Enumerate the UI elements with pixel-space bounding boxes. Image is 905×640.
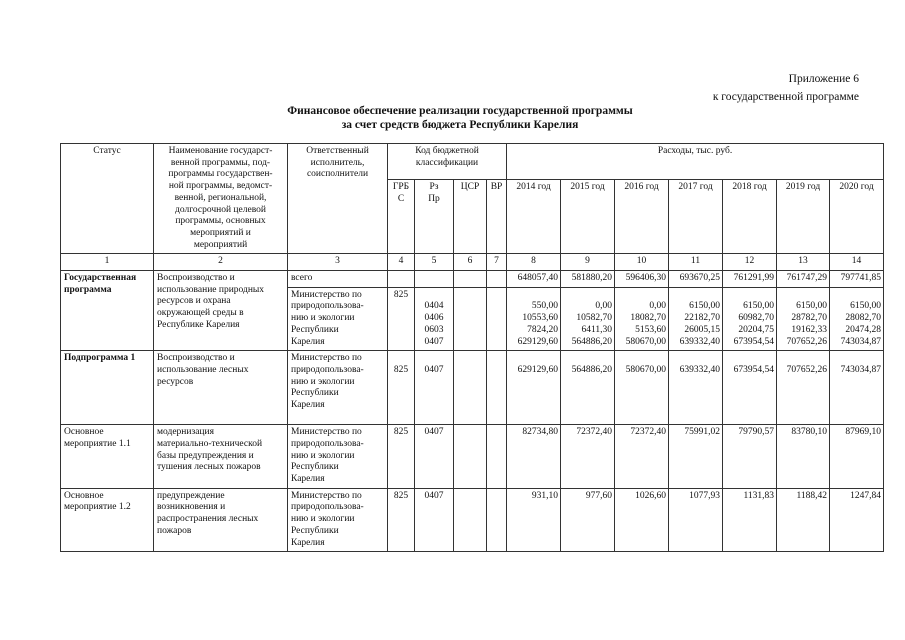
row-value: 580670,00	[615, 351, 669, 425]
header-year: 2016 год	[615, 180, 669, 254]
appendix-note	[713, 70, 859, 106]
table-row-state-program-total	[61, 271, 884, 288]
row-value: 1026,60	[615, 488, 669, 552]
row-value: 1077,93	[669, 488, 723, 552]
header-executor: Ответственный исполнитель, соисполнители	[288, 144, 388, 254]
row-rzpr: 0407	[415, 351, 454, 425]
column-number: 2	[154, 254, 288, 271]
row-value: 743034,87	[830, 351, 884, 425]
row-grbs: 825	[388, 287, 415, 351]
row-total-value: 761747,29	[777, 271, 830, 288]
row-csr	[454, 287, 487, 351]
header-year: 2019 год	[777, 180, 830, 254]
row-value: 1247,84	[830, 488, 884, 552]
column-number: 9	[561, 254, 615, 271]
row-total-value: 581880,20	[561, 271, 615, 288]
row-value: 931,10	[507, 488, 561, 552]
row-rzpr: 0404 0406 0603 0407	[415, 287, 454, 351]
row-vr	[487, 287, 507, 351]
column-number: 6	[454, 254, 487, 271]
header-vr: ВР	[487, 180, 507, 254]
row-value: 977,60	[561, 488, 615, 552]
row-rzpr-empty	[415, 271, 454, 288]
row-value: 82734,80	[507, 425, 561, 489]
title-line-1: Финансовое обеспечение реализации государственной программы	[287, 105, 633, 117]
row-value: 87969,10	[830, 425, 884, 489]
column-number: 11	[669, 254, 723, 271]
table-row-activity-1-1	[61, 425, 884, 489]
row-csr	[454, 425, 487, 489]
row-total-value: 693670,25	[669, 271, 723, 288]
header-name: Наименование государст- венной программы, под- программы государствен- ной программы, ведомст- венной, региональной, долгосрочной целевой программы, основных мероприятий и мероприятий	[154, 144, 288, 254]
row-value: 6150,00 60982,70 20204,75 673954,54	[723, 287, 777, 351]
row-total-label: всего	[288, 271, 388, 288]
row-status: Основное мероприятие 1.1	[61, 425, 154, 489]
column-number: 13	[777, 254, 830, 271]
header-status: Статус	[61, 144, 154, 254]
row-value: 673954,54	[723, 351, 777, 425]
row-name: модернизация материально-технической базы предупреждения и тушения лесных пожаров	[154, 425, 288, 489]
row-executor: Министерство по природопользова- нию и экологии Республики Карелия	[288, 425, 388, 489]
row-vr	[487, 488, 507, 552]
row-status: Подпрограмма 1	[61, 351, 154, 425]
title-line-2: за счет средств бюджета Республики Карелия	[341, 119, 579, 131]
column-number: 8	[507, 254, 561, 271]
financing-table	[60, 143, 884, 552]
appendix-line-2: к государственной программе	[712, 91, 859, 103]
row-value: 6150,00 22182,70 26005,15 639332,40	[669, 287, 723, 351]
row-value: 639332,40	[669, 351, 723, 425]
row-value: 6150,00 28082,70 20474,28 743034,87	[830, 287, 884, 351]
row-status: Основное мероприятие 1.2	[61, 488, 154, 552]
table-row-activity-1-2	[61, 488, 884, 552]
row-executor: Министерство по природопользова- нию и экологии Республики Карелия	[288, 351, 388, 425]
row-total-value: 797741,85	[830, 271, 884, 288]
row-executor: Министерство по природопользова- нию и экологии Республики Карелия	[288, 488, 388, 552]
row-csr-empty	[454, 271, 487, 288]
row-total-value: 761291,99	[723, 271, 777, 288]
row-total-value: 596406,30	[615, 271, 669, 288]
column-number: 7	[487, 254, 507, 271]
row-value: 550,00 10553,60 7824,20 629129,60	[507, 287, 561, 351]
row-name: Воспроизводство и использование лесных ресурсов	[154, 351, 288, 425]
column-number: 3	[288, 254, 388, 271]
header-year: 2014 год	[507, 180, 561, 254]
column-number: 14	[830, 254, 884, 271]
row-value: 707652,26	[777, 351, 830, 425]
header-rzpr: Рз Пр	[415, 180, 454, 254]
header-year: 2017 год	[669, 180, 723, 254]
row-csr	[454, 351, 487, 425]
row-grbs: 825	[388, 425, 415, 489]
appendix-line-1: Приложение 6	[788, 73, 859, 85]
header-expenses: Расходы, тыс. руб.	[507, 144, 884, 180]
column-number-row	[61, 254, 884, 271]
header-csr: ЦСР	[454, 180, 487, 254]
row-rzpr: 0407	[415, 488, 454, 552]
row-value: 1188,42	[777, 488, 830, 552]
document-title	[160, 104, 760, 132]
row-value: 629129,60	[507, 351, 561, 425]
header-year: 2020 год	[830, 180, 884, 254]
row-vr-empty	[487, 271, 507, 288]
row-value: 1131,83	[723, 488, 777, 552]
row-value: 79790,57	[723, 425, 777, 489]
row-value: 0,00 10582,70 6411,30 564886,20	[561, 287, 615, 351]
header-grbs: ГРБ С	[388, 180, 415, 254]
row-total-value: 648057,40	[507, 271, 561, 288]
row-grbs: 825	[388, 488, 415, 552]
header-row-1	[61, 144, 884, 180]
column-number: 10	[615, 254, 669, 271]
row-vr	[487, 425, 507, 489]
table-row-subprogram-1	[61, 351, 884, 425]
row-value: 0,00 18082,70 5153,60 580670,00	[615, 287, 669, 351]
header-year: 2015 год	[561, 180, 615, 254]
row-value: 83780,10	[777, 425, 830, 489]
column-number: 12	[723, 254, 777, 271]
row-value: 72372,40	[561, 425, 615, 489]
row-csr	[454, 488, 487, 552]
row-value: 564886,20	[561, 351, 615, 425]
header-budget-code: Код бюджетной классификации	[388, 144, 507, 180]
row-rzpr: 0407	[415, 425, 454, 489]
column-number: 4	[388, 254, 415, 271]
row-name: Воспроизводство и использование природных ресурсов и охрана окружающей среды в Республике Карелия	[154, 271, 288, 351]
row-grbs-empty	[388, 271, 415, 288]
column-number: 1	[61, 254, 154, 271]
row-value: 75991,02	[669, 425, 723, 489]
row-status: Государственная программа	[61, 271, 154, 351]
row-value: 72372,40	[615, 425, 669, 489]
column-number: 5	[415, 254, 454, 271]
row-vr	[487, 351, 507, 425]
row-executor: Министерство по природопользова- нию и экологии Республики Карелия	[288, 287, 388, 351]
row-grbs: 825	[388, 351, 415, 425]
row-value: 6150,00 28782,70 19162,33 707652,26	[777, 287, 830, 351]
header-year: 2018 год	[723, 180, 777, 254]
row-name: предупреждение возникновения и распространения лесных пожаров	[154, 488, 288, 552]
